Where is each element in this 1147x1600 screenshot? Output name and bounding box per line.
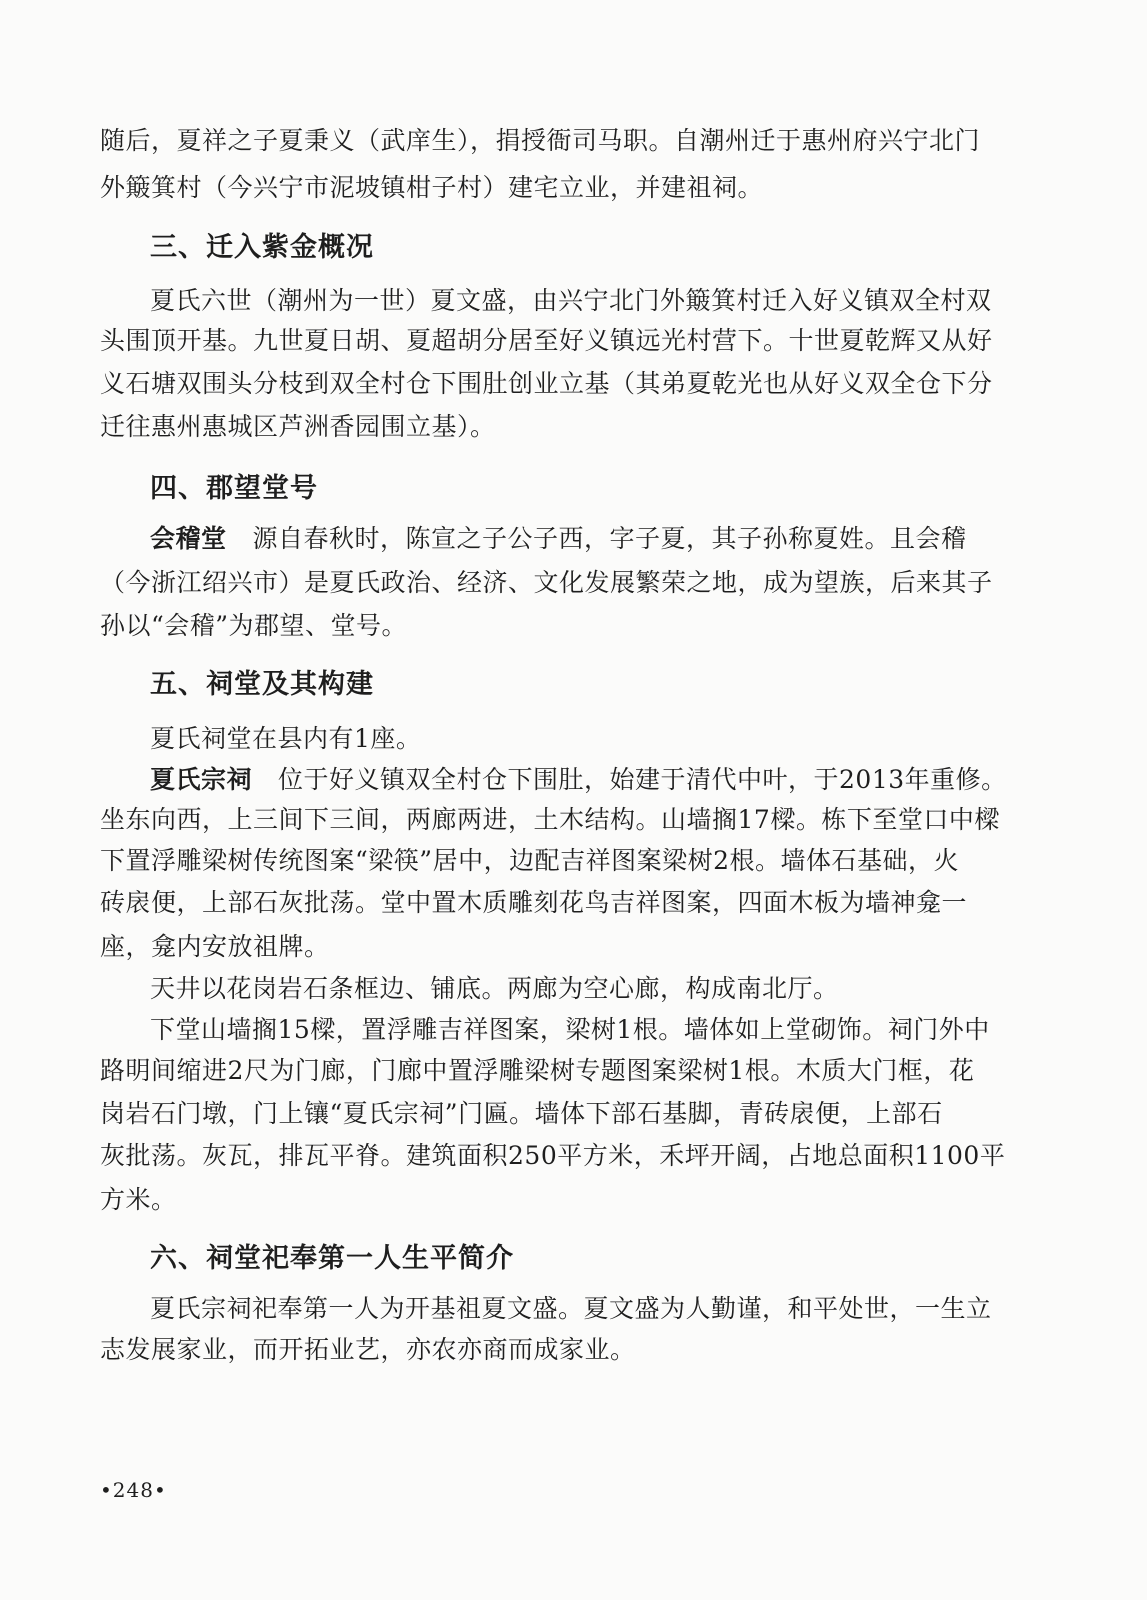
body-text-line: 义石塘双围头分枝到双全村仓下围肚创业立基（其弟夏乾光也从好义双全仓下分: [100, 369, 993, 398]
section-heading: 六、祠堂祀奉第一人生平简介: [150, 1243, 514, 1274]
term-text: 位于好义镇双全村仓下围肚，始建于清代中叶，于2013年重修。: [278, 765, 1007, 794]
body-text-line: 头围顶开基。九世夏日胡、夏超胡分居至好义镇远光村营下。十世夏乾辉又从好: [100, 326, 993, 355]
body-text-line: 夏氏六世（潮州为一世）夏文盛，由兴宁北门外簸箕村迁入好义镇双全村双: [150, 286, 992, 315]
body-text-line: 路明间缩进2尺为门廊，门廊中置浮雕梁树专题图案梁树1根。木质大门框，花: [100, 1056, 975, 1085]
body-text-line: 灰批荡。灰瓦，排瓦平脊。建筑面积250平方米，禾坪开阔，占地总面积1100平: [100, 1141, 1006, 1170]
term-label: 会稽堂: [150, 524, 227, 553]
body-text-line: 夏氏祠堂在县内有1座。: [150, 724, 422, 753]
section-heading: 四、郡望堂号: [150, 473, 318, 504]
body-text-line: 随后，夏祥之子夏秉义（武庠生），捐授衙司马职。自潮州迁于惠州府兴宁北门: [100, 126, 981, 155]
body-text-line: 夏氏宗祠祀奉第一人为开基祖夏文盛。夏文盛为人勤谨，和平处世，一生立: [150, 1294, 992, 1323]
body-text-line: 下置浮雕梁树传统图案“梁筷”居中，边配吉祥图案梁树2根。墙体石基础，火: [100, 846, 959, 875]
body-text-line: （今浙江绍兴市）是夏氏政治、经济、文化发展繁荣之地，成为望族，后来其子: [100, 568, 993, 597]
section-heading: 五、祠堂及其构建: [150, 669, 374, 700]
body-text-line: 坐东向西，上三间下三间，两廊两进，土木结构。山墙搁17樑。栋下至堂口中樑: [100, 805, 1000, 834]
term-label: 夏氏宗祠: [150, 765, 253, 794]
section-heading: 三、迁入紫金概况: [150, 232, 374, 263]
body-text-line: 座，龛内安放祖牌。: [100, 932, 330, 961]
term-text: 源自春秋时，陈宣之子公子西，字子夏，其子孙称夏姓。且会稽: [252, 524, 967, 553]
body-text-line: [150, 523, 967, 555]
body-text-line: [150, 764, 1007, 796]
document-page: [100, 0, 1020, 1600]
body-text-line: 方米。: [100, 1185, 177, 1214]
page-number: •248•: [100, 1478, 167, 1502]
body-text-line: 外簸箕村（今兴宁市泥坡镇柑子村）建宅立业，并建祖祠。: [100, 173, 764, 202]
body-text-line: 迁往惠州惠城区芦洲香园围立基）。: [100, 412, 496, 441]
body-text-line: 天井以花岗岩石条框边、铺底。两廊为空心廊，构成南北厅。: [150, 974, 839, 1003]
body-text-line: 志发展家业，而开拓业艺，亦农亦商而成家业。: [100, 1335, 636, 1364]
body-text-line: 孙以“会稽”为郡望、堂号。: [100, 611, 408, 640]
body-text-line: 下堂山墙搁15樑，置浮雕吉祥图案，梁树1根。墙体如上堂砌饰。祠门外中: [150, 1015, 990, 1044]
body-text-line: 砖扆便，上部石灰批荡。堂中置木质雕刻花鸟吉祥图案，四面木板为墙神龛一: [100, 888, 968, 917]
body-text-line: 岗岩石门墩，门上镶“夏氏宗祠”门匾。墙体下部石基脚，青砖扆便，上部石: [100, 1099, 943, 1128]
